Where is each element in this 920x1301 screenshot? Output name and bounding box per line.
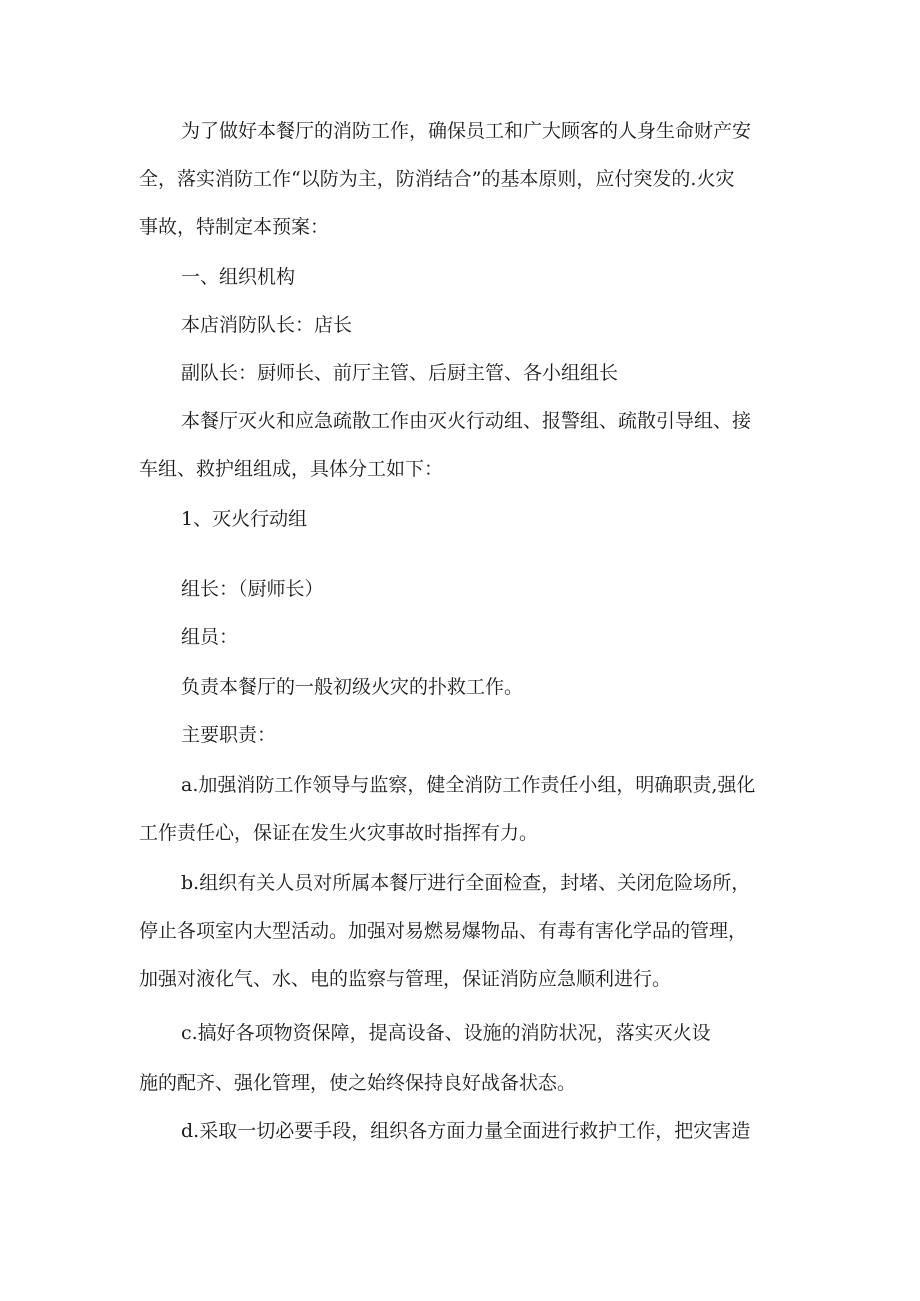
duty-b-line-1: b.组织有关人员对所属本餐厅进行全面检查，封堵、关闭危险场所， xyxy=(181,872,751,894)
duty-b-line-2: 停止各项室内大型活动。加强对易燃易爆物品、有毒有害化学品的管理， xyxy=(139,920,748,942)
duty-a-line-2: 工作责任心，保证在发生火灾事故时指挥有力。 xyxy=(139,822,539,844)
vice-captain-line: 副队长：厨师长、前厅主管、后厨主管、各小组组长 xyxy=(181,362,619,384)
duty-c-line-2: 施的配齐、强化管理，使之始终保持良好战备状态。 xyxy=(139,1072,577,1094)
team-leader-line: 组长：（厨师长） xyxy=(181,578,324,600)
duty-a-line-1: a.加强消防工作领导与监察，健全消防工作责任小组，明确职责,强化 xyxy=(181,774,756,796)
duty-b-line-3: 加强对液化气、水、电的监察与管理，保证消防应急顺利进行。 xyxy=(139,968,672,990)
team-responsibility-line: 负责本餐厅的一般初级火灾的扑救工作。 xyxy=(181,676,524,698)
paragraph-teams-line-2: 车组、救护组组成，具体分工如下： xyxy=(139,458,444,480)
main-duties-heading: 主要职责： xyxy=(181,724,277,746)
paragraph-intro-line-2: 全，落实消防工作“以防为主，防消结合”的基本原则，应付突发的.火灾 xyxy=(139,168,735,190)
duty-d-line-1: d.采取一切必要手段，组织各方面力量全面进行救护工作，把灾害造 xyxy=(181,1120,751,1142)
fire-captain-line: 本店消防队长：店长 xyxy=(181,314,353,336)
paragraph-intro-line-3: 事故，特制定本预案： xyxy=(139,216,330,238)
section-heading-organization: 一、组织机构 xyxy=(181,266,296,288)
subsection-heading-firefighting-team: 1、灭火行动组 xyxy=(181,508,308,530)
team-members-line: 组员： xyxy=(181,626,239,648)
paragraph-teams-line-1: 本餐厅灭火和应急疏散工作由灭火行动组、报警组、疏散引导组、接 xyxy=(181,410,752,432)
paragraph-intro-line-1: 为了做好本餐厅的消防工作，确保员工和广大顾客的人身生命财产安 xyxy=(181,120,752,142)
duty-c-line-1: c.搞好各项物资保障，提高设备、设施的消防状况，落实灭火设 xyxy=(181,1022,711,1044)
